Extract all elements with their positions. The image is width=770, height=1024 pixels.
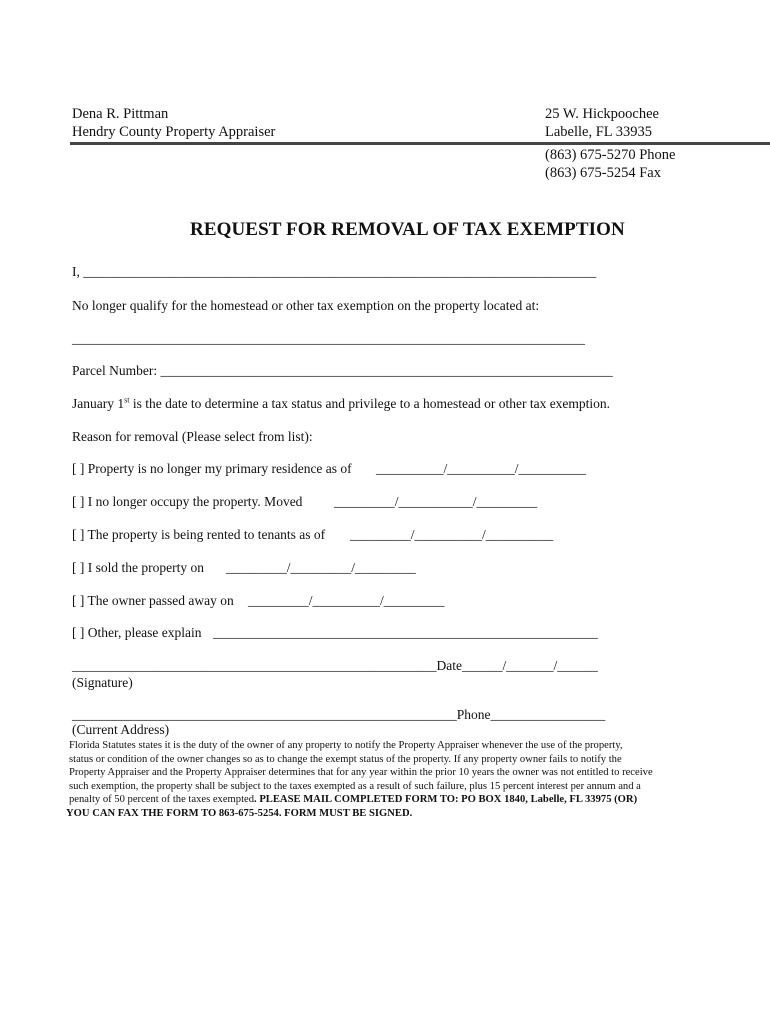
name-line[interactable]: I, ____________________________________________________________________________ — [72, 264, 597, 279]
legal-line-3: Property Appraiser and the Property Appraiser determines that for any year within the prior 10 years the owner was not entitled to receive — [69, 767, 653, 778]
office-street: 25 W. Hickpoochee — [545, 106, 659, 122]
legal-line-2: status or condition of the owner changes so as to change the exempt status of the property. If any property owner fails to notify the — [69, 754, 622, 765]
reason-owner-passed-date[interactable]: _________/__________/_________ — [248, 593, 445, 608]
header-divider — [70, 142, 770, 145]
reason-label: Reason for removal (Please select from list): — [72, 429, 313, 444]
reason-primary-residence[interactable]: [ ] Property is no longer my primary residence as of — [72, 461, 352, 476]
reason-moved-date[interactable]: _________/___________/_________ — [334, 494, 538, 509]
office-phone: (863) 675-5270 Phone — [545, 147, 676, 163]
signature-date-line[interactable]: ______________________________________________________Date______/_______/______ — [72, 658, 598, 673]
january-statement: January 1st is the date to determine a tax status and privilege to a homestead or other tax exemption. — [72, 395, 611, 411]
qualify-statement: No longer qualify for the homestead or other tax exemption on the property located at: — [72, 298, 540, 313]
reason-owner-passed[interactable]: [ ] The owner passed away on — [72, 593, 234, 608]
parcel-number-line[interactable]: Parcel Number: ___________________________________________________________________ — [72, 363, 613, 378]
reason-rented[interactable]: [ ] The property is being rented to tenants as of — [72, 527, 326, 542]
legal-line-5: penalty of 50 percent of the taxes exempted. PLEASE MAIL COMPLETED FORM TO: PO BOX 1840, Labelle, FL 33975 (OR) — [69, 794, 638, 805]
appraiser-name: Dena R. Pittman — [72, 106, 169, 122]
reason-moved[interactable]: [ ] I no longer occupy the property. Moved — [72, 494, 303, 509]
reason-primary-residence-date[interactable]: __________/__________/__________ — [376, 461, 587, 476]
legal-line-6: YOU CAN FAX THE FORM TO 863-675-5254. FORM MUST BE SIGNED. — [66, 808, 413, 819]
office-fax: (863) 675-5254 Fax — [545, 165, 661, 181]
reason-sold-date[interactable]: _________/_________/_________ — [226, 560, 416, 575]
signature-label: (Signature) — [72, 675, 133, 690]
address-phone-line[interactable]: _________________________________________________________Phone_________________ — [72, 707, 606, 722]
appraiser-office: Hendry County Property Appraiser — [72, 124, 276, 140]
current-address-label: (Current Address) — [72, 722, 170, 737]
reason-sold[interactable]: [ ] I sold the property on — [72, 560, 204, 575]
reason-other-explain[interactable]: _________________________________________________________ — [213, 625, 598, 640]
form-title: REQUEST FOR REMOVAL OF TAX EXEMPTION — [190, 219, 625, 240]
legal-line-4: such exemption, the property shall be subject to the taxes exempted as a result of such failure, plus 15 percent interest per annum and a — [69, 781, 641, 792]
legal-line-1: Florida Statutes states it is the duty of the owner of any property to notify the Property Appraiser whenever the use of the property, — [69, 740, 623, 751]
property-address-line[interactable]: ____________________________________________________________________________ — [72, 331, 585, 346]
reason-rented-date[interactable]: _________/__________/__________ — [350, 527, 554, 542]
reason-other[interactable]: [ ] Other, please explain — [72, 625, 202, 640]
office-city: Labelle, FL 33935 — [545, 124, 652, 140]
